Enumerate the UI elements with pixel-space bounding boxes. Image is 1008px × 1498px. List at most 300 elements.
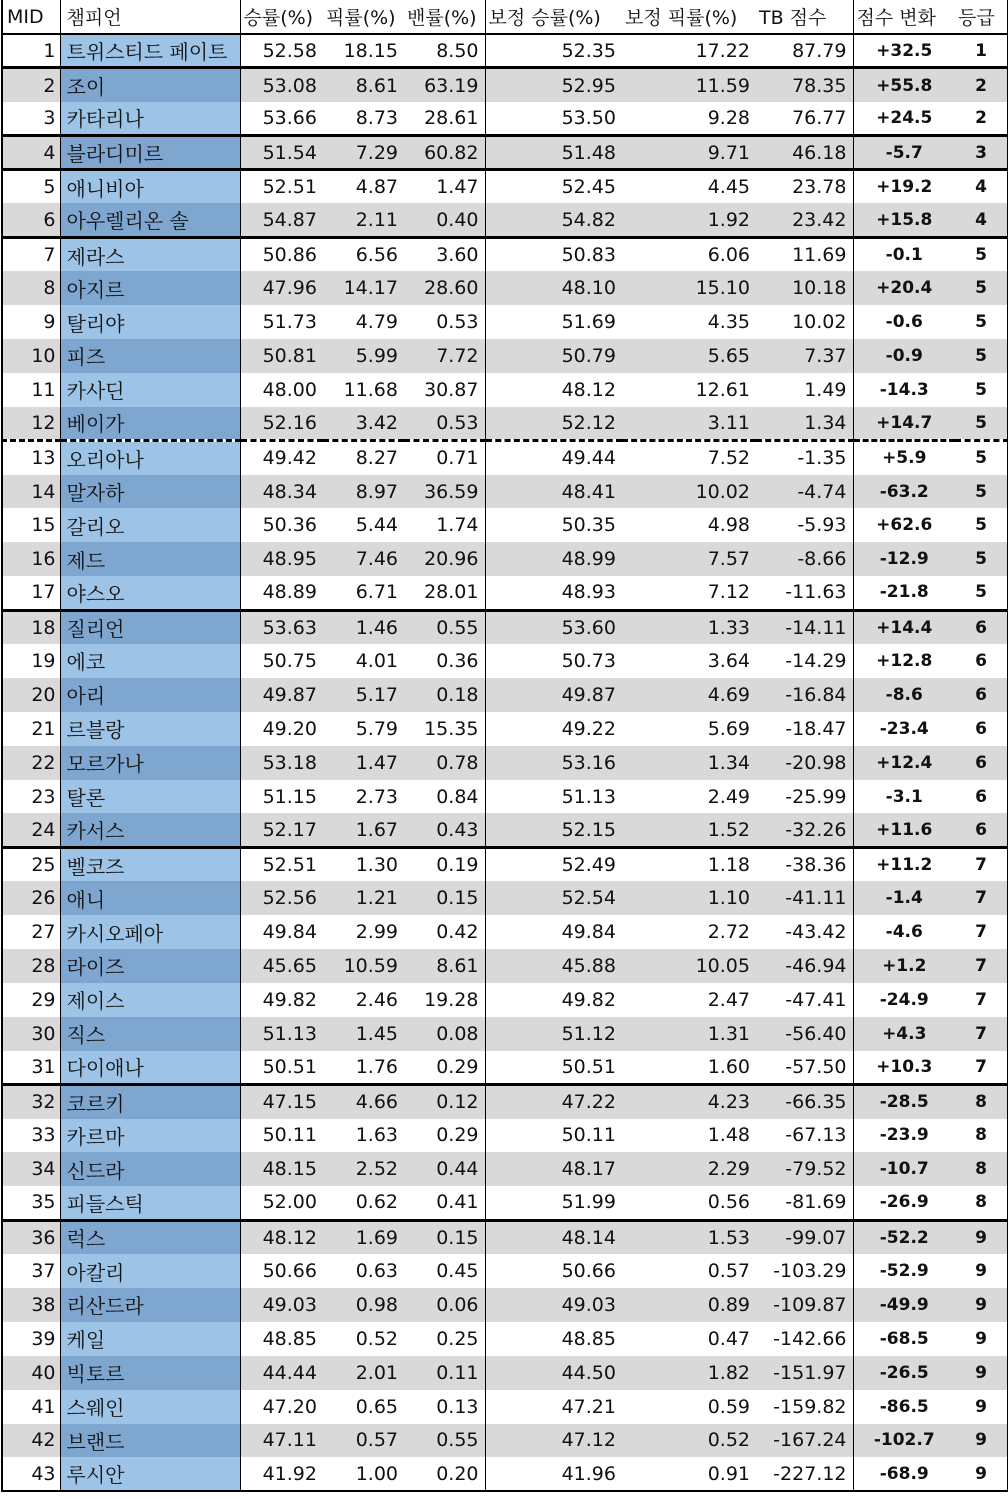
cell-wr: 44.44: [240, 1356, 323, 1390]
cell-pr: 4.66: [323, 1085, 404, 1119]
table-row: [2, 407, 1008, 441]
cell-pr: 1.46: [323, 610, 404, 644]
cell-wr: 47.11: [240, 1424, 323, 1458]
cell-br: 0.20: [404, 1457, 485, 1491]
cell-name: 제이스: [60, 983, 240, 1017]
cell-tb: 10.18: [756, 271, 853, 305]
cell-tb: -38.36: [756, 847, 853, 881]
cell-name: 야스오: [60, 576, 240, 610]
cell-wr: 50.86: [240, 237, 323, 271]
cell-mid: 14: [2, 475, 60, 509]
cell-name: 피즈: [60, 339, 240, 373]
cell-awr: 49.03: [485, 1288, 622, 1322]
cell-chg: +19.2: [853, 170, 955, 204]
cell-apr: 17.22: [695, 39, 750, 62]
cell-pr: 1.76: [355, 1055, 398, 1078]
cell-awr: 50.79: [485, 339, 622, 373]
cell-tier: 6: [975, 786, 987, 807]
cell-br: 0.71: [404, 441, 485, 475]
table-row: [2, 237, 1008, 271]
cell-chg: +14.4: [853, 610, 955, 644]
cell-tb: -99.07: [756, 1220, 853, 1254]
cell-mid: 15: [2, 508, 60, 542]
cell-br: 0.15: [404, 881, 485, 915]
cell-apr: 4.69: [622, 678, 756, 712]
cell-mid: 3: [2, 102, 60, 136]
cell-wr: 49.82: [262, 988, 317, 1011]
cell-br: 0.40: [404, 203, 485, 237]
cell-wr: 45.65: [240, 949, 323, 983]
cell-awr: 50.11: [561, 1124, 616, 1147]
cell-awr: 52.54: [485, 881, 622, 915]
cell-tier: 8: [955, 1152, 1008, 1186]
cell-awr: 49.44: [485, 441, 622, 475]
cell-tier: 4: [955, 203, 1008, 237]
cell-apr: 10.02: [622, 475, 756, 509]
cell-wr: 47.15: [240, 1085, 323, 1119]
cell-name: 블라디미르: [60, 136, 240, 170]
cell-chg: +15.8: [853, 203, 955, 237]
cell-tier: 5: [955, 475, 1008, 509]
table-row: [2, 373, 1008, 407]
cell-chg: -86.5: [879, 1396, 929, 1417]
cell-chg: -3.1: [885, 786, 923, 807]
cell-awr: 51.12: [485, 1017, 622, 1051]
cell-tb: 78.35: [756, 68, 853, 102]
cell-br: 1.47: [404, 170, 485, 204]
table-row: [2, 813, 1008, 847]
cell-tier: 6: [975, 718, 987, 739]
cell-awr: 50.73: [561, 649, 616, 672]
cell-br: 0.44: [404, 1152, 485, 1186]
cell-pr: 1.30: [323, 847, 404, 881]
cell-mid: 41: [2, 1390, 60, 1424]
cell-br: 3.60: [404, 237, 485, 271]
cell-wr: 52.16: [240, 407, 323, 441]
cell-mid: 5: [2, 170, 60, 204]
table-row: [2, 1085, 1008, 1119]
cell-wr: 50.75: [262, 649, 317, 672]
cell-br: 30.87: [404, 373, 485, 407]
cell-awr: 48.17: [485, 1152, 622, 1186]
cell-name: 아리: [60, 678, 240, 712]
cell-tb: -41.11: [756, 881, 853, 915]
cell-mid: 18: [2, 610, 60, 644]
cell-pr: 11.68: [343, 378, 398, 401]
cell-tb: -151.97: [756, 1356, 853, 1390]
cell-tb: -47.41: [756, 983, 853, 1017]
cell-apr: 7.57: [622, 542, 756, 576]
cell-apr: 2.72: [707, 921, 750, 944]
cell-awr: 44.50: [485, 1356, 622, 1390]
cell-apr: 6.06: [622, 237, 756, 271]
table-row: [2, 203, 1008, 237]
cell-tier: 9: [975, 1328, 987, 1349]
cell-mid: 21: [2, 712, 60, 746]
cell-wr: 52.51: [240, 170, 323, 204]
cell-wr: 47.96: [240, 271, 323, 305]
cell-awr: 53.50: [561, 106, 616, 129]
cell-awr: 50.66: [561, 1260, 616, 1282]
cell-wr: 41.92: [262, 1462, 317, 1485]
cell-apr: 1.34: [622, 746, 756, 780]
cell-tier: 2: [955, 68, 1008, 102]
cell-tb: 46.18: [756, 136, 853, 170]
table-row: [2, 1254, 1008, 1288]
cell-pr: 2.46: [355, 988, 398, 1011]
cell-apr: 9.71: [622, 136, 756, 170]
cell-wr: 48.95: [240, 542, 323, 576]
cell-mid: 6: [2, 203, 60, 237]
cell-tier: 9: [955, 1288, 1008, 1322]
cell-tier: 9: [955, 1356, 1008, 1390]
cell-tb: -1.35: [756, 441, 853, 475]
cell-awr: 48.10: [485, 271, 622, 305]
cell-chg: +20.4: [853, 271, 955, 305]
cell-wr: 51.73: [262, 311, 317, 334]
table-row: [2, 1051, 1008, 1085]
table-row: [2, 34, 1008, 68]
cell-chg: -28.5: [853, 1085, 955, 1119]
cell-wr: 53.63: [240, 610, 323, 644]
cell-br: 0.41: [404, 1186, 485, 1220]
cell-chg: -49.9: [853, 1288, 955, 1322]
cell-mid: 36: [2, 1220, 60, 1254]
cell-pr: 2.01: [323, 1356, 404, 1390]
cell-chg: +32.5: [876, 40, 933, 61]
cell-chg: -68.5: [879, 1328, 929, 1349]
cell-wr: 50.81: [240, 339, 323, 373]
cell-tier: 5: [955, 542, 1008, 576]
cell-pr: 2.52: [323, 1152, 404, 1186]
cell-chg: +24.5: [876, 107, 933, 128]
cell-awr: 48.12: [561, 378, 616, 401]
cell-name: 카서스: [60, 813, 240, 847]
cell-awr: 51.99: [561, 1191, 616, 1214]
cell-br: 0.12: [404, 1085, 485, 1119]
cell-name: 제드: [60, 542, 240, 576]
cell-mid: 27: [2, 915, 60, 949]
cell-tb: -142.66: [756, 1322, 853, 1356]
cell-tier: 4: [955, 170, 1008, 204]
cell-tb: 1.34: [756, 407, 853, 441]
cell-br: 15.35: [404, 712, 485, 746]
cell-name: 케일: [60, 1322, 240, 1356]
cell-pr: 0.63: [355, 1260, 398, 1282]
cell-chg: -12.9: [853, 542, 955, 576]
cell-br: 0.11: [404, 1356, 485, 1390]
cell-pr: 8.97: [323, 475, 404, 509]
cell-pr: 0.57: [323, 1424, 404, 1458]
cell-br: 60.82: [404, 136, 485, 170]
cell-mid: 38: [2, 1288, 60, 1322]
cell-chg: +11.6: [853, 813, 955, 847]
cell-pr: 2.73: [355, 785, 398, 808]
cell-awr: 47.12: [485, 1424, 622, 1458]
cell-pr: 2.99: [355, 921, 398, 944]
cell-apr: 0.52: [622, 1424, 756, 1458]
cell-wr: 52.51: [240, 847, 323, 881]
cell-apr: 15.10: [622, 271, 756, 305]
cell-name: 럭스: [60, 1220, 240, 1254]
cell-name: 피들스틱: [60, 1186, 240, 1220]
table-row: [2, 475, 1008, 509]
cell-pr: 0.98: [323, 1288, 404, 1322]
cell-br: 0.55: [404, 610, 485, 644]
cell-awr: 45.88: [485, 949, 622, 983]
table-row: [2, 339, 1008, 373]
cell-name: 벨코즈: [60, 847, 240, 881]
cell-tier: 3: [955, 136, 1008, 170]
cell-br: 0.13: [404, 1390, 485, 1424]
cell-pr: 4.87: [323, 170, 404, 204]
cell-br: 0.15: [404, 1220, 485, 1254]
header-winrate: 승률(%): [240, 0, 323, 34]
cell-chg: +55.8: [853, 68, 955, 102]
cell-br: 0.06: [404, 1288, 485, 1322]
cell-tier: 6: [955, 610, 1008, 644]
cell-wr: 48.89: [262, 581, 317, 604]
cell-tier: 8: [975, 1125, 987, 1146]
table-row: [2, 1220, 1008, 1254]
cell-tb: -16.84: [756, 678, 853, 712]
cell-br: 0.19: [404, 847, 485, 881]
cell-chg: +12.4: [853, 746, 955, 780]
cell-awr: 51.48: [485, 136, 622, 170]
table-row: [2, 1356, 1008, 1390]
cell-name: 카르마: [60, 1119, 240, 1153]
cell-name: 스웨인: [60, 1390, 240, 1424]
cell-tier: 6: [955, 678, 1008, 712]
cell-chg: -0.6: [885, 312, 923, 333]
cell-mid: 16: [2, 542, 60, 576]
cell-pr: 8.61: [323, 68, 404, 102]
cell-mid: 11: [2, 373, 60, 407]
table-row: [2, 170, 1008, 204]
table-row: [2, 746, 1008, 780]
cell-apr: 3.11: [622, 407, 756, 441]
cell-tb: 1.49: [756, 373, 853, 407]
cell-br: 20.96: [404, 542, 485, 576]
cell-chg: +14.7: [853, 407, 955, 441]
cell-tb: -159.82: [756, 1390, 853, 1424]
cell-tier: 5: [975, 312, 987, 333]
cell-br: 28.01: [404, 576, 485, 610]
cell-apr: 0.91: [707, 1462, 750, 1485]
cell-apr: 1.10: [622, 881, 756, 915]
cell-wr: 47.20: [262, 1395, 317, 1418]
cell-tier: 7: [975, 922, 987, 943]
header-pickrate: 픽률(%): [323, 0, 404, 34]
cell-br: 8.50: [404, 34, 485, 68]
cell-chg: -23.4: [879, 718, 929, 739]
cell-br: 0.08: [404, 1017, 485, 1051]
cell-awr: 48.14: [485, 1220, 622, 1254]
cell-br: 1.74: [404, 508, 485, 542]
cell-awr: 53.16: [485, 746, 622, 780]
cell-awr: 48.93: [561, 581, 616, 604]
cell-chg: -8.6: [853, 678, 955, 712]
cell-tier: 9: [955, 1424, 1008, 1458]
cell-tier: 7: [975, 1056, 987, 1077]
cell-mid: 22: [2, 746, 60, 780]
cell-apr: 4.23: [622, 1085, 756, 1119]
cell-br: 0.45: [404, 1254, 485, 1288]
table-row: [2, 68, 1008, 102]
cell-pr: 6.56: [323, 237, 404, 271]
cell-br: 0.43: [404, 813, 485, 847]
cell-pr: 14.17: [323, 271, 404, 305]
cell-name: 베이가: [60, 407, 240, 441]
table-row: [2, 1152, 1008, 1186]
cell-mid: 10: [2, 339, 60, 373]
cell-chg: -102.7: [853, 1424, 955, 1458]
cell-apr: 1.48: [707, 1124, 750, 1147]
cell-wr: 50.36: [262, 514, 317, 537]
cell-tb: -46.94: [756, 949, 853, 983]
cell-pr: 6.71: [355, 581, 398, 604]
cell-br: 28.60: [404, 271, 485, 305]
cell-name: 다이애나: [60, 1051, 240, 1085]
cell-name: 애니비아: [60, 170, 240, 204]
cell-wr: 50.11: [262, 1124, 317, 1147]
cell-mid: 24: [2, 813, 60, 847]
cell-tb: 23.42: [756, 203, 853, 237]
cell-name: 리산드라: [60, 1288, 240, 1322]
cell-wr: 48.00: [262, 378, 317, 401]
cell-tb: -167.24: [756, 1424, 853, 1458]
cell-awr: 48.41: [485, 475, 622, 509]
cell-name: 오리아나: [60, 441, 240, 475]
cell-wr: 48.85: [262, 1327, 317, 1350]
table-row: [2, 271, 1008, 305]
cell-awr: 52.95: [485, 68, 622, 102]
cell-tier: 7: [975, 989, 987, 1010]
cell-mid: 13: [2, 441, 60, 475]
cell-wr: 50.51: [262, 1055, 317, 1078]
cell-wr: 48.34: [240, 475, 323, 509]
cell-mid: 4: [2, 136, 60, 170]
cell-pr: 7.46: [323, 542, 404, 576]
table-row: [2, 1322, 1008, 1356]
cell-apr: 2.47: [707, 988, 750, 1011]
cell-tb: -81.69: [756, 1186, 853, 1220]
table-row: [2, 1017, 1008, 1051]
cell-pr: 4.01: [355, 649, 398, 672]
table-body: [2, 34, 1008, 1491]
cell-pr: 5.79: [355, 717, 398, 740]
cell-apr: 2.49: [707, 785, 750, 808]
cell-pr: 1.47: [323, 746, 404, 780]
cell-tb: -56.40: [756, 1017, 853, 1051]
cell-apr: 7.52: [622, 441, 756, 475]
cell-chg: -52.9: [879, 1261, 929, 1281]
cell-chg: -10.7: [853, 1152, 955, 1186]
cell-name: 아지르: [60, 271, 240, 305]
cell-pr: 7.29: [323, 136, 404, 170]
cell-apr: 3.64: [707, 649, 750, 672]
cell-tb: -32.26: [756, 813, 853, 847]
cell-name: 직스: [60, 1017, 240, 1051]
header-row: [2, 0, 1008, 34]
cell-wr: 52.17: [240, 813, 323, 847]
cell-tier: 6: [955, 813, 1008, 847]
cell-tb: -14.29: [756, 644, 853, 678]
cell-apr: 0.56: [707, 1191, 750, 1214]
cell-chg: -4.6: [885, 922, 923, 943]
cell-tb: 11.69: [756, 237, 853, 271]
header-banrate: 밴률(%): [404, 0, 485, 34]
cell-tier: 5: [955, 237, 1008, 271]
table-row: [2, 136, 1008, 170]
table-row: [2, 881, 1008, 915]
cell-tb: -227.12: [756, 1457, 853, 1491]
table-row: [2, 1186, 1008, 1220]
cell-wr: 53.08: [240, 68, 323, 102]
cell-tb: -43.42: [756, 915, 853, 949]
table-row: [2, 1424, 1008, 1458]
cell-awr: 52.45: [485, 170, 622, 204]
cell-name: 탈리야: [60, 305, 240, 339]
cell-name: 카시오페아: [60, 915, 240, 949]
cell-name: 아우렐리온 솔: [60, 203, 240, 237]
cell-apr: 1.82: [622, 1356, 756, 1390]
header-adj-winrate: 보정 승률(%): [485, 0, 622, 34]
cell-awr: 50.51: [561, 1055, 616, 1078]
cell-tier: 5: [975, 515, 987, 536]
cell-tb: -67.13: [756, 1119, 853, 1153]
cell-name: 모르가나: [60, 746, 240, 780]
cell-tier: 5: [955, 407, 1008, 441]
cell-wr: 48.12: [240, 1220, 323, 1254]
cell-chg: -1.4: [853, 881, 955, 915]
cell-tb: 76.77: [756, 102, 853, 136]
cell-pr: 0.62: [355, 1191, 398, 1214]
cell-tb: -66.35: [756, 1085, 853, 1119]
cell-name: 트위스티드 페이트: [60, 34, 240, 68]
cell-wr: 48.15: [240, 1152, 323, 1186]
cell-apr: 1.33: [622, 610, 756, 644]
cell-pr: 5.17: [323, 678, 404, 712]
cell-chg: +11.2: [853, 847, 955, 881]
cell-apr: 1.31: [622, 1017, 756, 1051]
cell-pr: 3.42: [323, 407, 404, 441]
cell-wr: 51.54: [240, 136, 323, 170]
cell-name: 제라스: [60, 237, 240, 271]
cell-name: 에코: [60, 644, 240, 678]
cell-chg: -0.1: [853, 237, 955, 271]
cell-br: 0.84: [404, 780, 485, 814]
cell-pr: 1.67: [323, 813, 404, 847]
cell-mid: 12: [2, 407, 60, 441]
cell-chg: -24.9: [879, 989, 929, 1010]
cell-tier: 7: [955, 881, 1008, 915]
cell-mid: 29: [2, 983, 60, 1017]
header-champion: 챔피언: [60, 0, 240, 34]
cell-tier: 9: [975, 1463, 987, 1484]
cell-br: 36.59: [404, 475, 485, 509]
cell-chg: -14.3: [879, 379, 929, 400]
cell-name: 빅토르: [60, 1356, 240, 1390]
table-row: [2, 644, 1008, 678]
cell-apr: 0.89: [622, 1288, 756, 1322]
cell-br: 63.19: [404, 68, 485, 102]
cell-br: 19.28: [404, 983, 485, 1017]
cell-name: 말자하: [60, 475, 240, 509]
cell-br: 0.29: [404, 1119, 485, 1153]
cell-wr: 49.87: [240, 678, 323, 712]
cell-wr: 51.13: [240, 1017, 323, 1051]
